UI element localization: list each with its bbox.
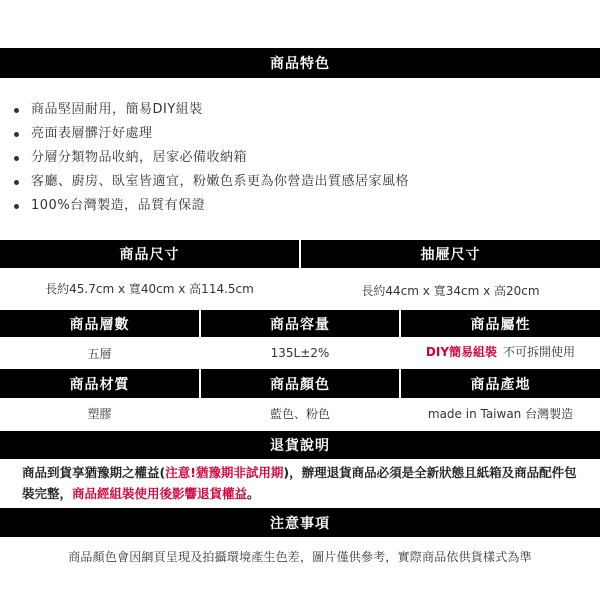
color-value: 藍色、粉色 [269, 406, 330, 421]
material-label: 商品材質 [69, 376, 130, 393]
attribute-value-rest: 不可拆開使用 [503, 344, 576, 359]
origin-value: made in Taiwan 台灣製造 [427, 406, 574, 421]
bullet-icon [14, 156, 19, 161]
color-label: 商品顏色 [270, 376, 330, 393]
feature-item [14, 122, 409, 146]
features-list [14, 98, 409, 218]
returns-text-part: 。 [247, 486, 260, 501]
bullet-icon [14, 204, 19, 209]
notice-text: 商品顏色會因網頁呈現及拍攝環境產生色差，圖片僅供參考，實際商品依供貨樣式為準 [68, 550, 532, 564]
returns-title: 退貨說明 [270, 438, 330, 454]
feature-item [14, 98, 409, 122]
features-title-bar [0, 48, 600, 78]
capacity-value: 135L±2% [270, 346, 330, 360]
drawer-size-value: 長約44cm x 寬34cm x 高20cm [361, 283, 540, 298]
drawer-size-label: 抽屜尺寸 [420, 247, 481, 263]
feature-text: 分層分類物品收納，居家必備收納箱 [31, 150, 248, 165]
bullet-icon [14, 132, 19, 137]
product-size-value: 長約45.7cm x 寬40cm x 高114.5cm [45, 281, 254, 296]
bullet-icon [14, 108, 19, 113]
attribute-label: 商品屬性 [470, 316, 531, 333]
returns-text-part: )，辦理退貨商品必須是全新狀態且紙箱及商品配件包裝完整， [22, 465, 577, 501]
layers-label: 商品層數 [69, 316, 130, 333]
returns-text-part: 商品到貨享猶豫期之權益( [22, 465, 166, 480]
feature-item [14, 170, 409, 194]
attribute-value-highlight: DIY簡易組裝 [425, 344, 498, 359]
returns-text-highlight: 注意!猶豫期非試用期 [165, 465, 284, 480]
feature-text: 商品堅固耐用，簡易DIY組裝 [31, 102, 203, 117]
attribute-value [401, 338, 600, 364]
returns-title-bar [0, 431, 600, 459]
layers-value: 五層 [87, 346, 112, 361]
feature-text: 100%台灣製造，品質有保證 [31, 198, 206, 213]
attribute-header [401, 310, 600, 337]
feature-text: 客廳、廚房、臥室皆適宜，粉嫩色系更為你營造出質感居家風格 [31, 174, 410, 189]
material-value: 塑膠 [87, 406, 112, 421]
capacity-label: 商品容量 [270, 316, 330, 333]
bullet-icon [14, 180, 19, 185]
product-size-label: 商品尺寸 [119, 247, 180, 263]
notice-title-bar [0, 508, 600, 537]
notice-title: 注意事項 [270, 515, 330, 532]
color-header [201, 369, 399, 398]
product-size-header [0, 240, 299, 268]
capacity-header [201, 310, 399, 337]
feature-item [14, 146, 409, 170]
drawer-size-header [301, 240, 600, 268]
layers-header [0, 310, 199, 337]
returns-text-highlight: 商品經組裝使用後影響退貨權益 [72, 486, 248, 501]
returns-text [22, 462, 582, 504]
feature-text: 亮面表層髒汙好處理 [31, 126, 153, 141]
feature-item [14, 194, 409, 218]
origin-label: 商品產地 [470, 376, 531, 393]
material-header [0, 369, 199, 398]
origin-header [401, 369, 600, 398]
features-title: 商品特色 [270, 56, 330, 72]
